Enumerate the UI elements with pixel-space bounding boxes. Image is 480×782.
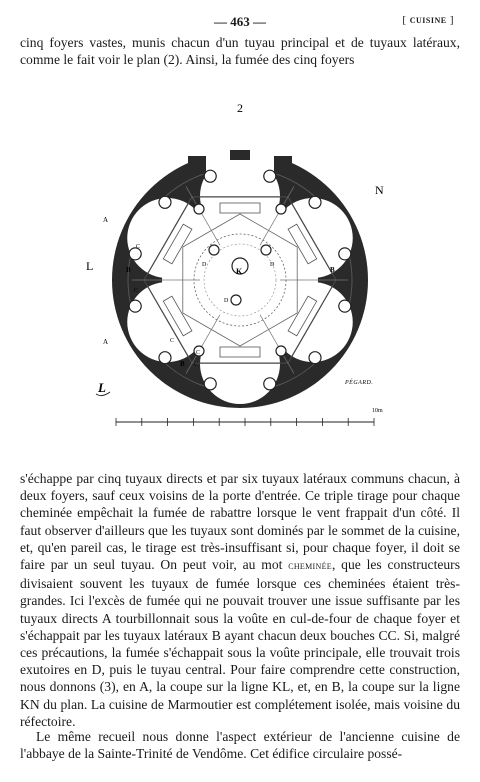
flue-opening: [129, 300, 141, 312]
paragraph-2: [20, 470, 460, 730]
running-head-open: [: [402, 14, 410, 26]
flue-opening: [309, 352, 321, 364]
flue-B: [276, 204, 286, 214]
kitchen-plan-figure: [0, 98, 480, 470]
label-K: K: [236, 267, 243, 276]
label-B-bottom: B: [180, 360, 185, 368]
paragraph-2-part-1: s'échappe par cinq tuyaux directs et par six tuyaux latéraux communs chacun, à deux foyers, sauf ceux voisins de la porte d'entrée. Ce triple tirage pour chaque cheminée empêchait la fumée de rabattre lorsque le vent frappait d'un côté. Il faut observer d'ailleurs que les tuyaux sont dominés par le sommet de la cuisine, et, qu'en pareil cas, le tirage est très-insuffisant si, pour chaque foyer, il doit se faire par un seul tuyau. On peut voir, au mot: [20, 471, 460, 573]
plan-body: [112, 146, 368, 408]
monogram: L: [98, 380, 106, 395]
flue-opening: [339, 300, 351, 312]
running-head: [402, 14, 454, 26]
label-C-2: C: [134, 288, 139, 294]
monogram-mark: [96, 380, 110, 396]
label-A-upper: A: [103, 216, 109, 224]
engraver-signature: PÉGARD.: [345, 380, 374, 386]
paragraph-2-part-2: , que les constructeurs divisaient souvent les tuyaux de fumée lorsque ces cheminées étaient très-grandes. Ici l'excès de fumée qui ne pouvait trouver une issue suffisante par les tuyaux directs A tourbillonnait sous la voûte en cul-de-four de chaque foyer et s'échappait par les tuyaux latéraux B ayant chacun deux bouches CC. Si, malgré ces précautions, la fumée s'échappait sous la voûte principale, elle trouvait trois exutoires en D, puis le tuyau central. Pour faire comprendre cette construction, nous donnons (3), en A, la coupe sur la ligne KL, et, en B, la coupe sur la ligne KN du plan. La cuisine de Marmoutier est complétement isolée, mais voisine du réfectoire.: [20, 557, 460, 729]
flue-B: [276, 346, 286, 356]
label-C-4: C: [194, 362, 199, 368]
label-L: L: [86, 259, 94, 273]
exhaust-D-bottom: [231, 295, 241, 305]
flue-opening: [339, 248, 351, 260]
scale-label: 10m: [372, 408, 383, 414]
label-D-right: D: [270, 262, 275, 268]
running-head-close: ]: [446, 14, 454, 26]
exhaust-D-right: [261, 245, 271, 255]
flue-opening: [159, 352, 171, 364]
flue-opening: [159, 196, 171, 208]
paragraph-3: Le même recueil nous donne l'aspect extérieur de l'ancienne cuisine de l'abbaye de la Sainte-Trinité de Vendôme. Cet édifice circulaire possé-: [20, 729, 460, 762]
label-A-lower: A: [103, 338, 109, 346]
flue-opening: [204, 378, 216, 390]
label-C-3: C: [170, 338, 175, 344]
figure-number: 2: [237, 101, 243, 115]
label-C-1: C: [136, 244, 141, 250]
flue-opening: [264, 170, 276, 182]
exhaust-D-left: [209, 245, 219, 255]
label-B-right: B: [330, 266, 335, 274]
page-header: [20, 14, 460, 32]
keyword-cheminee: cheminée: [288, 560, 332, 573]
flue-opening: [204, 170, 216, 182]
scale-bar: [116, 418, 374, 426]
flue-B: [194, 204, 204, 214]
label-B-left: B: [126, 266, 131, 274]
label-D-left: D: [202, 262, 207, 268]
label-D-bottom: D: [224, 298, 229, 304]
page-number: — 463 —: [214, 14, 266, 29]
flue-opening: [309, 196, 321, 208]
entrance-door: [188, 146, 292, 174]
running-head-word: cuisine: [409, 14, 447, 26]
flue-opening: [264, 378, 276, 390]
paragraph-1: cinq foyers vastes, munis chacun d'un tuyau principal et de tuyaux latéraux, comme le fait voir le plan (2). Ainsi, la fumée des cinq foyers: [20, 35, 460, 68]
kitchen-plan-drawing: [0, 98, 480, 470]
label-N: N: [375, 183, 384, 197]
label-C-5: C: [196, 350, 201, 356]
